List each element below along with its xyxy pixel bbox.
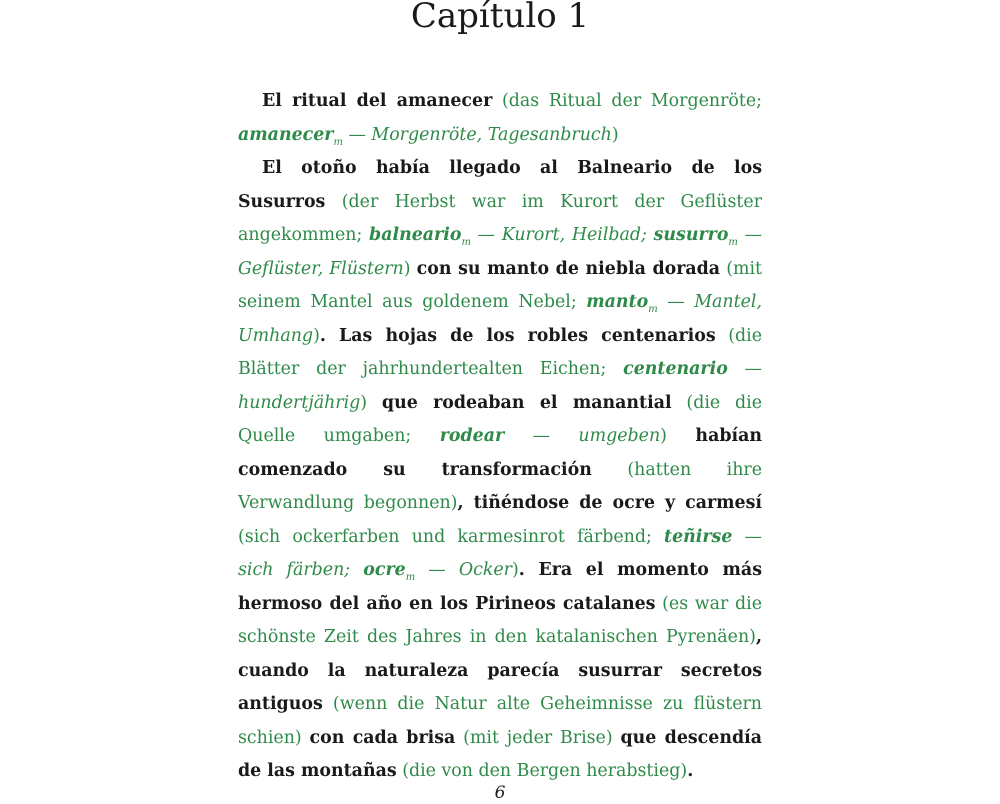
paragraph-body bbox=[238, 152, 762, 789]
spanish-text: que rodeaban el manantial bbox=[381, 392, 672, 413]
space bbox=[302, 728, 310, 748]
german-translation: (mit seinem Mantel aus goldenem Nebel; bbox=[238, 258, 763, 312]
space bbox=[367, 393, 382, 413]
vocabulary-gloss: — Mantel, Umhang bbox=[238, 292, 762, 346]
vocabulary-gloss: — Kurort, Heilbad; bbox=[470, 225, 647, 245]
vocabulary-gloss: — umgeben bbox=[504, 426, 661, 446]
space bbox=[492, 91, 502, 111]
german-translation: ) bbox=[313, 325, 320, 346]
vocabulary-headword: amanecer bbox=[238, 124, 334, 145]
german-translation: ) bbox=[360, 392, 368, 413]
gender-marker: m bbox=[648, 304, 658, 315]
paragraph-heading bbox=[238, 85, 762, 152]
german-translation: ) bbox=[511, 560, 519, 580]
spanish-text: . Era el momento más hermoso del año en los Pirineos catalanes bbox=[238, 560, 762, 614]
german-translation: (hatten ihre Verwandlung begonnen) bbox=[238, 459, 762, 513]
vocabulary-headword: balneario bbox=[369, 225, 462, 245]
german-translation: (der Herbst war im Kurort der Geflüster angekommen; bbox=[238, 191, 763, 245]
gender-marker: m bbox=[461, 237, 471, 248]
spanish-text: que descendía de las montañas bbox=[238, 727, 762, 781]
german-translation: (mit jeder Brise) bbox=[463, 727, 613, 748]
german-translation: (sich ockerfarben und karmesinrot färbend; bbox=[238, 526, 652, 547]
space bbox=[455, 728, 463, 748]
vocabulary-headword: rodear bbox=[439, 426, 505, 446]
spanish-text: El ritual del amanecer bbox=[262, 91, 493, 111]
vocabulary-headword: teñirse bbox=[664, 526, 733, 547]
gender-marker: m bbox=[333, 136, 343, 148]
space bbox=[672, 393, 687, 413]
vocabulary-headword: susurro bbox=[653, 225, 729, 245]
space bbox=[577, 292, 587, 312]
page-number: 6 bbox=[494, 783, 506, 803]
spanish-text: , cuando la naturaleza parecía susurrar secretos antiguos bbox=[238, 627, 762, 714]
gender-marker: m bbox=[405, 572, 416, 583]
space bbox=[323, 694, 333, 714]
german-translation: (wenn die Natur alte Geheimnisse zu flüstern schien) bbox=[238, 694, 762, 748]
vocabulary-headword: manto bbox=[586, 292, 649, 312]
spanish-text: . bbox=[687, 761, 694, 781]
vocabulary-gloss: — Morgenröte, Tagesanbruch bbox=[342, 124, 612, 145]
space bbox=[716, 326, 729, 346]
vocabulary-headword: ocre bbox=[363, 560, 406, 580]
spanish-text: . Las hojas de los robles centenarios bbox=[319, 325, 716, 346]
space bbox=[350, 560, 363, 580]
main-text bbox=[238, 85, 762, 789]
german-translation: (die von den Bergen herabstieg) bbox=[402, 761, 688, 781]
vocabulary-gloss: — hundertjährig bbox=[238, 359, 763, 413]
space bbox=[592, 460, 627, 480]
german-translation: (es war die schönste Zeit des Jahres in den katalanischen Pyrenäen) bbox=[238, 593, 762, 647]
vocabulary-gloss: — sich färben; bbox=[238, 526, 762, 580]
german-translation: (die die Quelle umgaben; bbox=[238, 392, 762, 446]
german-translation: (die Blätter der jahrhundertealten Eichen; bbox=[238, 325, 762, 379]
space bbox=[606, 359, 623, 379]
space bbox=[652, 527, 664, 547]
german-translation: ) bbox=[403, 258, 411, 279]
vocabulary-gloss: — Ocker bbox=[415, 560, 512, 580]
german-translation: ) bbox=[660, 426, 667, 446]
german-translation: (das Ritual der Morgenröte; bbox=[501, 91, 763, 111]
gender-marker: m bbox=[728, 237, 738, 248]
vocabulary-gloss: — Geflüster, Flüstern bbox=[238, 225, 762, 279]
space bbox=[325, 192, 341, 212]
spanish-text: con su manto de niebla dorada bbox=[416, 258, 721, 279]
space bbox=[647, 225, 654, 245]
space bbox=[667, 426, 695, 446]
spanish-text: habían comenzado su transformación bbox=[238, 426, 763, 480]
spanish-text: , tiñéndose de ocre y carmesí bbox=[457, 493, 763, 513]
spanish-text: con cada brisa bbox=[309, 727, 456, 748]
vocabulary-headword: centenario bbox=[623, 359, 728, 379]
german-translation: ) bbox=[611, 124, 619, 145]
chapter-title: Capítulo 1 bbox=[410, 0, 590, 36]
spanish-text: El otoño había llegado al Balneario de los Susurros bbox=[238, 158, 762, 212]
space bbox=[411, 426, 439, 446]
